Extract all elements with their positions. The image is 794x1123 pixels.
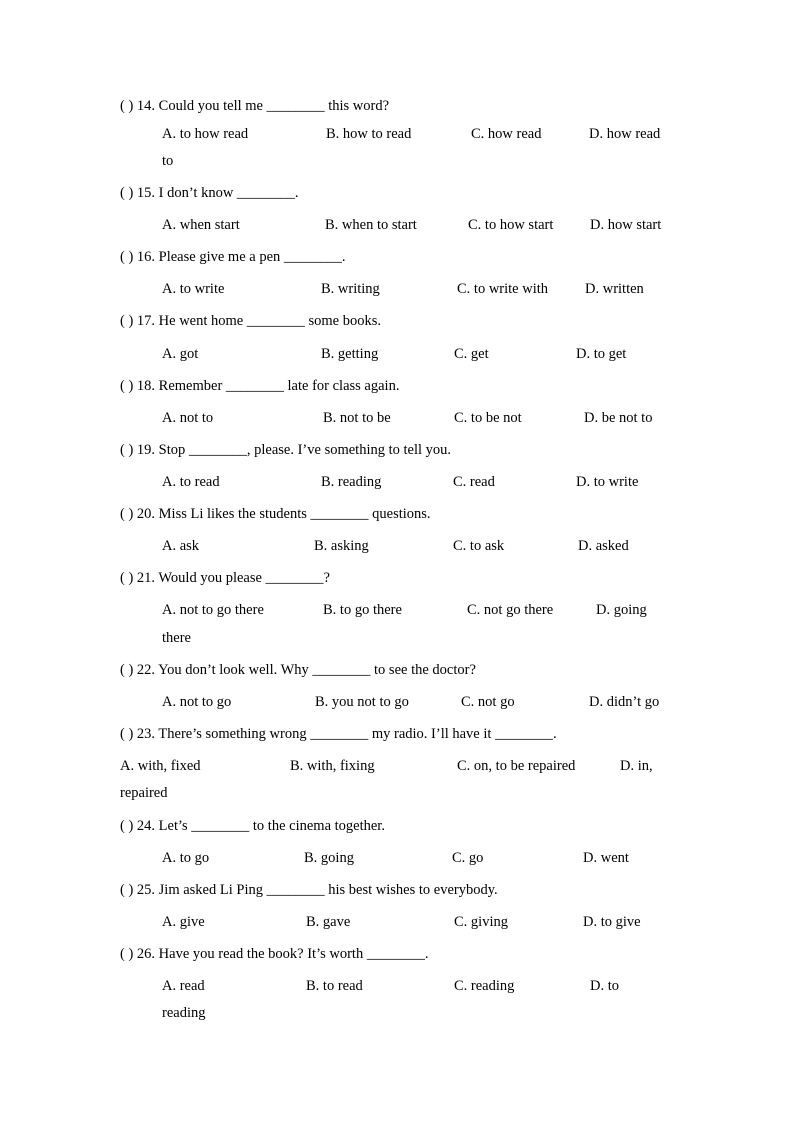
question-15-stem: ( ) 15. I don’t know ________. bbox=[120, 185, 299, 201]
option-c: C. giving bbox=[454, 914, 508, 930]
option-c: C. to write with bbox=[457, 281, 549, 297]
option-c: C. to how start bbox=[468, 217, 554, 233]
question-20-stem: ( ) 20. Miss Li likes the students ________ questions. bbox=[120, 506, 431, 522]
option-b: B. how to read bbox=[326, 126, 412, 142]
question-18-stem: ( ) 18. Remember ________ late for class again. bbox=[120, 378, 400, 394]
option-d: D. written bbox=[585, 281, 644, 297]
question-26-option-continuation: reading bbox=[162, 1005, 206, 1021]
question-14-stem: ( ) 14. Could you tell me ________ this word? bbox=[120, 98, 390, 114]
question-26-stem: ( ) 26. Have you read the book? It’s worth ________. bbox=[120, 946, 429, 962]
option-a: A. not to go there bbox=[162, 602, 264, 618]
option-b: B. asking bbox=[314, 538, 369, 554]
option-d: D. how start bbox=[590, 217, 662, 233]
option-d: D. to bbox=[590, 978, 619, 994]
option-b: B. going bbox=[304, 850, 354, 866]
option-c: C. to ask bbox=[453, 538, 505, 554]
option-a: A. with, fixed bbox=[120, 758, 201, 774]
option-b: B. when to start bbox=[325, 217, 417, 233]
option-d: D. asked bbox=[578, 538, 629, 554]
option-c: C. go bbox=[452, 850, 484, 866]
option-c: C. read bbox=[453, 474, 495, 490]
option-c: C. on, to be repaired bbox=[457, 758, 576, 774]
option-a: A. to how read bbox=[162, 126, 249, 142]
option-d: D. be not to bbox=[584, 410, 653, 426]
option-a: A. read bbox=[162, 978, 205, 994]
option-d: D. how read bbox=[589, 126, 661, 142]
option-d: D. didn’t go bbox=[589, 694, 660, 710]
option-b: B. reading bbox=[321, 474, 382, 490]
option-b: B. with, fixing bbox=[290, 758, 375, 774]
option-c: C. get bbox=[454, 346, 489, 362]
question-17-stem: ( ) 17. He went home ________ some books. bbox=[120, 313, 381, 329]
option-d: D. to give bbox=[583, 914, 641, 930]
option-c: C. not go there bbox=[467, 602, 554, 618]
option-c: C. reading bbox=[454, 978, 515, 994]
option-a: A. when start bbox=[162, 217, 240, 233]
option-c: C. to be not bbox=[454, 410, 522, 426]
question-19-stem: ( ) 19. Stop ________, please. I’ve something to tell you. bbox=[120, 442, 452, 458]
option-a: A. to go bbox=[162, 850, 210, 866]
question-14-option-continuation: to bbox=[162, 153, 174, 169]
option-a: A. not to bbox=[162, 410, 214, 426]
option-b: B. getting bbox=[321, 346, 379, 362]
option-a: A. to write bbox=[162, 281, 225, 297]
option-b: B. writing bbox=[321, 281, 380, 297]
option-a: A. ask bbox=[162, 538, 200, 554]
option-b: B. not to be bbox=[323, 410, 391, 426]
option-c: C. how read bbox=[471, 126, 542, 142]
question-21-stem: ( ) 21. Would you please ________? bbox=[120, 570, 330, 586]
option-c: C. not go bbox=[461, 694, 515, 710]
option-a: A. got bbox=[162, 346, 199, 362]
option-d: D. going bbox=[596, 602, 647, 618]
option-a: A. not to go bbox=[162, 694, 232, 710]
option-b: B. to read bbox=[306, 978, 363, 994]
option-b: B. you not to go bbox=[315, 694, 409, 710]
option-d: D. in, bbox=[620, 758, 653, 774]
question-21-option-continuation: there bbox=[162, 630, 191, 646]
option-d: D. to get bbox=[576, 346, 627, 362]
option-d: D. went bbox=[583, 850, 629, 866]
question-25-stem: ( ) 25. Jim asked Li Ping ________ his best wishes to everybody. bbox=[120, 882, 498, 898]
question-16-stem: ( ) 16. Please give me a pen ________. bbox=[120, 249, 346, 265]
question-23-option-continuation: repaired bbox=[120, 785, 168, 801]
option-a: A. to read bbox=[162, 474, 220, 490]
question-22-stem: ( ) 22. You don’t look well. Why ________ to see the doctor? bbox=[120, 662, 476, 678]
option-a: A. give bbox=[162, 914, 205, 930]
option-b: B. gave bbox=[306, 914, 351, 930]
question-23-stem: ( ) 23. There’s something wrong ________ my radio. I’ll have it ________. bbox=[120, 726, 557, 742]
question-24-stem: ( ) 24. Let’s ________ to the cinema together. bbox=[120, 818, 385, 834]
option-b: B. to go there bbox=[323, 602, 402, 618]
option-d: D. to write bbox=[576, 474, 639, 490]
